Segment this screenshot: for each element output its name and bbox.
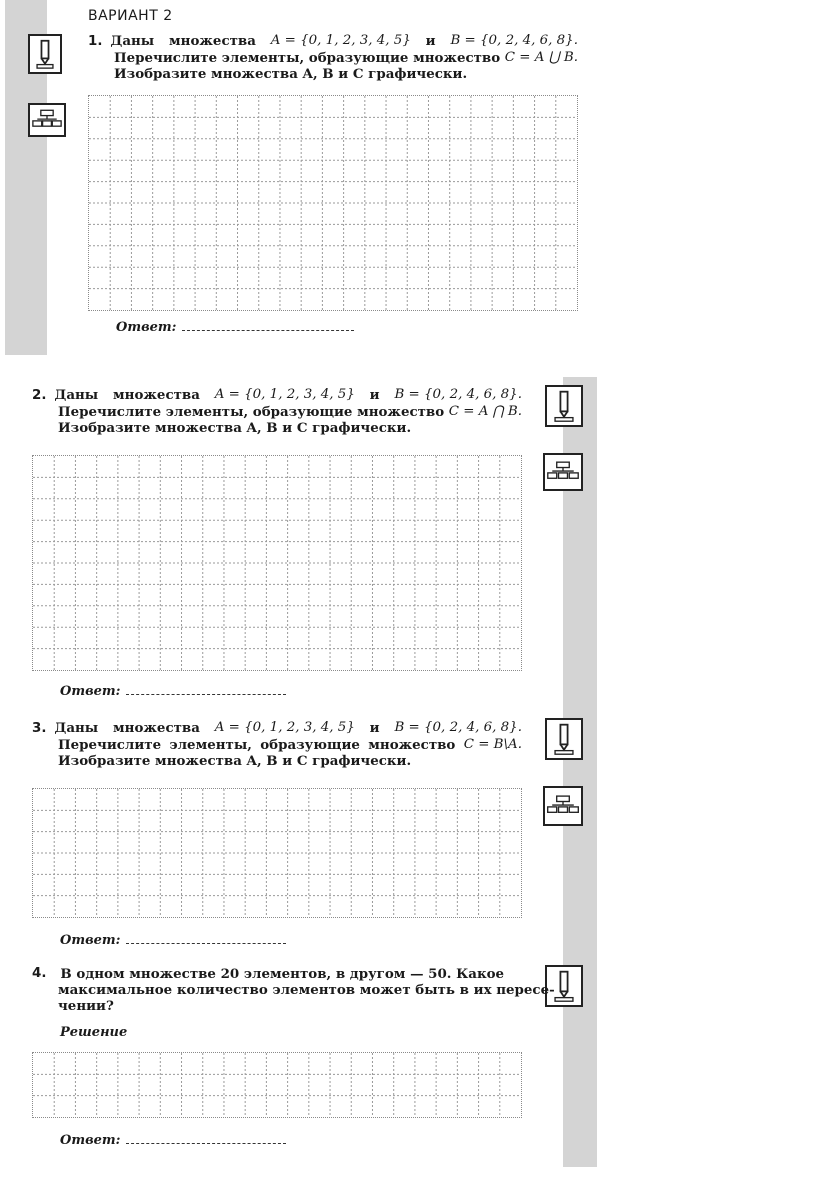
task-2 xyxy=(32,387,522,436)
set-c-definition: C = B\A. xyxy=(463,737,522,752)
drawing-grid-1[interactable] xyxy=(88,95,578,311)
task-text: множества xyxy=(113,720,200,736)
task-text: множество xyxy=(368,737,456,753)
task-text: Перечислите xyxy=(114,50,218,66)
scheme-task-icon xyxy=(28,103,66,137)
task-text: максимальное количество элементов может быть в их пересе- xyxy=(58,982,555,998)
task-text: элементы, xyxy=(165,404,249,420)
scheme-task-icon xyxy=(543,453,583,491)
margin-strip-bottom xyxy=(563,377,597,1167)
task-number: 1. xyxy=(88,34,103,49)
set-b-definition: B = {0, 2, 4, 6, 8}. xyxy=(394,720,522,735)
task-text: Даны xyxy=(54,720,99,736)
answer-label: Ответ: xyxy=(60,1133,121,1148)
task-text: множества xyxy=(169,33,256,49)
task-text: элементы, xyxy=(221,50,305,66)
task-text: элементы, xyxy=(169,737,252,753)
task-text: множества xyxy=(113,387,200,403)
answer-label: Ответ: xyxy=(60,684,121,699)
task-1 xyxy=(88,33,578,82)
pen-task-icon xyxy=(545,385,583,427)
task-text: чении? xyxy=(58,998,114,1014)
task-text: Даны xyxy=(110,33,155,49)
task-3 xyxy=(32,720,522,769)
task-4 xyxy=(32,966,555,1014)
task-number: 2. xyxy=(32,388,47,403)
task-number: 4. xyxy=(32,966,47,981)
task-text: В одном множестве 20 элементов, в другом — 50. Какое xyxy=(60,966,505,982)
scheme-task-icon xyxy=(543,786,583,826)
task-text: Изобразите множества A, B и C графически. xyxy=(58,420,412,436)
drawing-grid-4[interactable] xyxy=(32,1052,522,1118)
task-text: и xyxy=(369,387,380,403)
task-text: множество xyxy=(413,50,501,66)
answer-line-2[interactable] xyxy=(60,684,286,699)
answer-line-1[interactable] xyxy=(116,320,354,335)
task-text: Даны xyxy=(54,387,99,403)
task-text: и xyxy=(425,33,436,49)
pen-task-icon xyxy=(28,34,62,74)
set-c-definition: C = A ⋂ B. xyxy=(448,404,522,419)
set-a-definition: A = {0, 1, 2, 3, 4, 5} xyxy=(214,387,355,402)
answer-line-4[interactable] xyxy=(60,1133,286,1148)
drawing-grid-2[interactable] xyxy=(32,455,522,671)
task-text: образующие xyxy=(260,737,360,753)
task-text: Перечислите xyxy=(58,404,162,420)
drawing-grid-3[interactable] xyxy=(32,788,522,918)
task-text: и xyxy=(369,720,380,736)
set-b-definition: B = {0, 2, 4, 6, 8}. xyxy=(394,387,522,402)
answer-label: Ответ: xyxy=(60,933,121,948)
task-text: образующие xyxy=(252,404,353,420)
task-text: образующие xyxy=(308,50,409,66)
set-c-definition: C = A ⋃ B. xyxy=(504,50,578,65)
set-a-definition: A = {0, 1, 2, 3, 4, 5} xyxy=(270,33,411,48)
solution-label: Решение xyxy=(60,1025,128,1040)
pen-task-icon xyxy=(545,718,583,760)
task-number: 3. xyxy=(32,721,47,736)
set-a-definition: A = {0, 1, 2, 3, 4, 5} xyxy=(214,720,355,735)
task-text: множество xyxy=(357,404,445,420)
answer-label: Ответ: xyxy=(116,320,177,335)
task-text: Перечислите xyxy=(58,737,162,753)
set-b-definition: B = {0, 2, 4, 6, 8}. xyxy=(450,33,578,48)
answer-line-3[interactable] xyxy=(60,933,286,948)
task-text: Изобразите множества A, B и C графически. xyxy=(58,753,412,769)
task-text: Изобразите множества A, B и C графически. xyxy=(114,66,468,82)
variant-title: ВАРИАНТ 2 xyxy=(88,8,173,24)
